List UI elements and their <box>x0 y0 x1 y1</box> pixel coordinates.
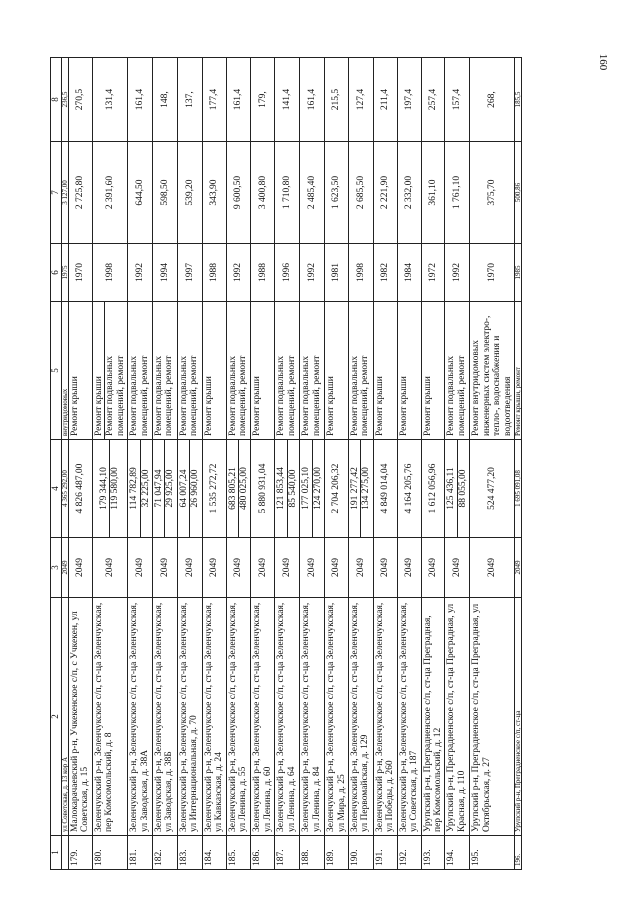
row-built-year: 1992 <box>445 244 470 302</box>
table-row <box>92 58 127 870</box>
table-row <box>251 58 275 870</box>
row-number: 181. <box>128 836 153 870</box>
table-row <box>348 58 373 870</box>
table-row <box>202 58 226 870</box>
column-header-1: 1 <box>51 836 62 870</box>
row-works <box>202 302 226 440</box>
row-sums <box>445 440 470 538</box>
table-row <box>68 58 92 870</box>
row-work-type: Ремонт подвальных помещений, ремонт <box>104 302 126 439</box>
register-table <box>50 57 522 870</box>
row-built-year: 1970 <box>470 244 515 302</box>
row-year: 2049 <box>251 538 275 598</box>
row-area: 2 485,40 <box>300 142 325 244</box>
row-sum-value: 71 047,94 <box>153 469 164 508</box>
row-work-type: Ремонт подвальных помещений, ремонт <box>153 355 175 436</box>
row-year: 2049 <box>373 538 397 598</box>
row-sum-value: 134 275,00 <box>360 440 371 537</box>
row-sum-value: 64 007,24 <box>178 469 189 508</box>
row-amount: 177,4 <box>202 58 226 142</box>
row-work-type: Ремонт подвальных помещений, ремонт <box>178 355 200 436</box>
partial-cell-8: 185,5 <box>515 58 522 142</box>
row-work-type: Ремонт крыши <box>93 376 104 436</box>
row-year: 2049 <box>300 538 325 598</box>
row-number: 179. <box>68 836 92 870</box>
row-sum-value: 1 535 272,72 <box>208 463 219 514</box>
row-built-year: 1984 <box>397 244 421 302</box>
row-sum-value: 1 612 056,96 <box>427 463 438 514</box>
partial-row-bottom <box>515 58 522 870</box>
row-address: Зеленчукский р-н, Зеленчукское с/п, ст-ца Зеленчукская, ул Ленина, д. 84 <box>300 598 325 836</box>
row-built-year: 1997 <box>177 244 202 302</box>
row-sums <box>177 440 202 538</box>
row-amount: 148, <box>152 58 177 142</box>
row-works <box>177 302 202 440</box>
row-works <box>421 302 445 440</box>
row-built-year: 1998 <box>92 244 127 302</box>
row-sum-value: 179 344,10 <box>98 467 109 510</box>
row-sums <box>470 440 515 538</box>
row-built-year: 1998 <box>348 244 373 302</box>
row-number: 182. <box>152 836 177 870</box>
row-sum-value: 683 805,21 <box>227 467 238 510</box>
row-sums <box>325 440 349 538</box>
row-area: 9 600,50 <box>226 142 251 244</box>
row-year: 2049 <box>128 538 153 598</box>
table-header <box>51 58 62 870</box>
row-built-year: 1992 <box>226 244 251 302</box>
column-header-4: 4 <box>51 440 62 538</box>
row-sum-value: 177 025,10 <box>301 467 312 510</box>
row-work-type: Ремонт подвальных помещений, ремонт <box>301 355 322 436</box>
row-sums <box>300 440 325 538</box>
partial-cell-1: 196. <box>515 836 522 870</box>
row-area: 361,10 <box>421 142 445 244</box>
row-work-type: Ремонт подвальных помещений, ремонт <box>129 355 150 436</box>
page-number: 160 <box>597 53 609 71</box>
row-amount: 161,4 <box>128 58 153 142</box>
row-amount: 131,4 <box>92 58 127 142</box>
row-address: Зеленчукский р-н, Зеленчукское с/п, ст-ца Зеленчукская, ул Победы, д. 260 <box>373 598 397 836</box>
row-area: 375,70 <box>470 142 515 244</box>
column-header-8: 8 <box>51 58 62 142</box>
row-works <box>300 302 325 440</box>
row-amount: 157,4 <box>445 58 470 142</box>
table-row <box>421 58 445 870</box>
partial-cell-2: ул Советская, д. 13 кор А <box>61 598 68 836</box>
row-sum-value: 191 277,42 <box>349 467 360 510</box>
row-amount: 179, <box>251 58 275 142</box>
table-row <box>152 58 177 870</box>
row-sums <box>348 440 373 538</box>
partial-cell-1 <box>61 836 68 870</box>
row-works <box>152 302 177 440</box>
row-address: Малокарачаевский р-н, Учкекенское с/п, с Учкекен, ул Советская, д. 15 <box>68 598 92 836</box>
row-address: Зеленчукский р-н, Зеленчукское с/п, ст-ца Зеленчукская, ул Ленина, д. 55 <box>226 598 251 836</box>
partial-cell-5: внутридомовых <box>61 302 68 440</box>
row-number: 180. <box>92 836 127 870</box>
row-work-type: Ремонт крыши <box>252 376 263 436</box>
row-area: 1 761,10 <box>445 142 470 244</box>
row-built-year: 1994 <box>152 244 177 302</box>
row-built-year: 1996 <box>275 244 300 302</box>
row-amount: 211,4 <box>373 58 397 142</box>
row-amount: 137, <box>177 58 202 142</box>
row-amount: 161,4 <box>300 58 325 142</box>
row-works <box>470 302 515 440</box>
row-number: 191. <box>373 836 397 870</box>
row-address: Зеленчукский р-н, Зеленчукское с/п, ст-ца Зеленчукская, пер Комсомольский, д. 8 <box>92 598 127 836</box>
row-area: 2 332,00 <box>397 142 421 244</box>
row-sum-value: 524 477,20 <box>486 467 497 510</box>
row-year: 2049 <box>445 538 470 598</box>
row-work-type: Ремонт подвальных помещений, ремонт <box>349 355 371 436</box>
row-address: Урупский р-н, Преградненское с/п, ст-ца Преградная, ул Октябрьская, д. 27 <box>470 598 515 836</box>
partial-cell-4: 4 365 292,00 <box>61 440 68 538</box>
row-address: Зеленчукский р-н, Зеленчукское с/п, ст-ца Зеленчукская, ул Ленина, д. 60 <box>251 598 275 836</box>
row-sum-value: 32 225,00 <box>140 440 151 537</box>
table-row <box>325 58 349 870</box>
row-works <box>92 302 127 440</box>
table-row <box>445 58 470 870</box>
row-address: Зеленчукский р-н, Зеленчукское с/п, ст-ца Зеленчукская, ул Заводская, д. 38А <box>128 598 153 836</box>
row-year: 2049 <box>202 538 226 598</box>
partial-cell-7: 500,86 <box>515 142 522 244</box>
row-built-year: 1992 <box>128 244 153 302</box>
row-built-year: 1992 <box>300 244 325 302</box>
row-number: 183. <box>177 836 202 870</box>
row-area: 2 391,60 <box>92 142 127 244</box>
row-year: 2049 <box>92 538 127 598</box>
row-sums <box>251 440 275 538</box>
column-header-2: 2 <box>51 598 62 836</box>
row-sum-value: 119 580,00 <box>109 440 120 537</box>
row-area: 3 400,80 <box>251 142 275 244</box>
row-year: 2049 <box>177 538 202 598</box>
row-address: Урупский р-н, Преградненское с/п, ст-ца Преградная, ул Красная, д. 110 <box>445 598 470 836</box>
table-row <box>397 58 421 870</box>
partial-row-top <box>61 58 68 870</box>
row-area: 598,50 <box>152 142 177 244</box>
row-year: 2049 <box>397 538 421 598</box>
row-address: Зеленчукский р-н, Зеленчукское с/п, ст-ца Зеленчукская, ул Интернациональная, д. 70 <box>177 598 202 836</box>
row-built-year: 1988 <box>202 244 226 302</box>
row-address: Урупский р-н, Преградненское с/п, ст-ца Преградная, пер Комсомольский, д. 12 <box>421 598 445 836</box>
row-works <box>325 302 349 440</box>
row-sums <box>421 440 445 538</box>
row-work-type: Ремонт крыши <box>326 376 337 436</box>
row-sums <box>275 440 300 538</box>
row-sums <box>373 440 397 538</box>
row-number: 184. <box>202 836 226 870</box>
row-number: 190. <box>348 836 373 870</box>
row-area: 2 221,90 <box>373 142 397 244</box>
row-works <box>128 302 153 440</box>
row-area: 1 623,50 <box>325 142 349 244</box>
row-year: 2049 <box>325 538 349 598</box>
column-header-3: 3 <box>51 538 62 598</box>
row-year: 2049 <box>226 538 251 598</box>
row-sums <box>128 440 153 538</box>
row-area: 2 725,80 <box>68 142 92 244</box>
row-amount: 161,4 <box>226 58 251 142</box>
row-built-year: 1972 <box>421 244 445 302</box>
row-sums <box>397 440 421 538</box>
row-amount: 141,4 <box>275 58 300 142</box>
row-year: 2049 <box>68 538 92 598</box>
row-works <box>348 302 373 440</box>
row-built-year: 1981 <box>325 244 349 302</box>
row-work-type: Ремонт крыши <box>422 376 433 436</box>
table-row <box>373 58 397 870</box>
row-number: 188. <box>300 836 325 870</box>
row-area: 1 710,80 <box>275 142 300 244</box>
table-row <box>470 58 515 870</box>
row-works <box>275 302 300 440</box>
row-address: Зеленчукский р-н, Зеленчукское с/п, ст-ца Зеленчукская, ул Ленина, д. 64 <box>275 598 300 836</box>
header-row <box>51 58 62 870</box>
row-built-year: 1982 <box>373 244 397 302</box>
row-amount: 270,5 <box>68 58 92 142</box>
row-address: Зеленчукский р-н, Зеленчукское с/п, ст-ца Зеленчукская, ул Первомайская, д. 129 <box>348 598 373 836</box>
row-sums <box>226 440 251 538</box>
row-works <box>226 302 251 440</box>
row-area: 343,90 <box>202 142 226 244</box>
row-amount: 127,4 <box>348 58 373 142</box>
row-year: 2049 <box>275 538 300 598</box>
row-works <box>373 302 397 440</box>
row-amount: 268, <box>470 58 515 142</box>
row-area: 539,20 <box>177 142 202 244</box>
row-works <box>445 302 470 440</box>
row-number: 189. <box>325 836 349 870</box>
row-sum-value: 124 270,00 <box>312 440 323 537</box>
table-row <box>226 58 251 870</box>
row-sum-value: 121 853,44 <box>276 467 287 510</box>
row-sum-value: 88 055,00 <box>457 440 468 537</box>
partial-cell-7: 3 127,00 <box>61 142 68 244</box>
table-row <box>300 58 325 870</box>
row-sums <box>68 440 92 538</box>
row-address: Зеленчукский р-н, Зеленчукское с/п, ст-ца Зеленчукская, ул Советская, д. 187 <box>397 598 421 836</box>
row-work-type: Ремонт подвальных помещений, ремонт <box>276 355 297 436</box>
rotated-table-container <box>50 58 582 870</box>
row-sums <box>202 440 226 538</box>
row-amount: 215,5 <box>325 58 349 142</box>
column-header-5: 5 <box>51 302 62 440</box>
table-row <box>275 58 300 870</box>
row-work-type: Ремонт подвальных помещений, ремонт <box>446 355 467 436</box>
row-year: 2049 <box>152 538 177 598</box>
row-sum-value: 85 540,00 <box>287 440 298 537</box>
row-year: 2049 <box>348 538 373 598</box>
row-number: 194. <box>445 836 470 870</box>
row-works <box>68 302 92 440</box>
column-header-6: 6 <box>51 244 62 302</box>
row-number: 195. <box>470 836 515 870</box>
row-number: 187. <box>275 836 300 870</box>
row-year: 2049 <box>470 538 515 598</box>
partial-cell-3: 2049 <box>515 538 522 598</box>
table-row <box>177 58 202 870</box>
row-work-type: Ремонт внутридомовых инженерных систем электро-, тепло-, водоснабжения и водоотведения <box>471 315 513 436</box>
row-sum-value: 4 849 014,04 <box>380 463 391 514</box>
row-sum-value: 2 704 206,32 <box>331 463 342 514</box>
column-header-7: 7 <box>51 142 62 244</box>
row-amount: 197,4 <box>397 58 421 142</box>
row-work-type: Ремонт крыши <box>69 376 80 436</box>
row-area: 644,50 <box>128 142 153 244</box>
partial-cell-2: Урупский р-н, Преградненское с/п, ст-ца <box>515 598 522 836</box>
row-amount: 257,4 <box>421 58 445 142</box>
row-number: 186. <box>251 836 275 870</box>
row-sum-value: 480 025,00 <box>238 440 249 537</box>
row-built-year: 1970 <box>68 244 92 302</box>
partial-cell-5: Ремонт крыши, ремонт <box>515 302 522 440</box>
row-address: Зеленчукский р-н, Зеленчукское с/п, ст-ца Зеленчукская, ул Кавказская, д. 24 <box>202 598 226 836</box>
row-work-type: Ремонт крыши <box>203 376 214 436</box>
row-work-type: Ремонт подвальных помещений, ремонт <box>227 355 249 436</box>
partial-cell-8: 236,5 <box>61 58 68 142</box>
row-year: 2049 <box>421 538 445 598</box>
partial-cell-6: 1985 <box>515 244 522 302</box>
row-sum-value: 5 880 931,04 <box>257 463 268 514</box>
row-area: 2 685,50 <box>348 142 373 244</box>
row-sum-value: 114 782,89 <box>129 467 140 510</box>
row-sum-value: 26 960,00 <box>189 440 200 537</box>
row-number: 185. <box>226 836 251 870</box>
partial-cell-3: 2049 <box>61 538 68 598</box>
row-sum-value: 4 826 487,00 <box>75 463 86 514</box>
row-sums <box>152 440 177 538</box>
row-number: 193. <box>421 836 445 870</box>
row-sum-value: 29 925,00 <box>164 440 175 537</box>
row-sum-value: 125 436,11 <box>446 467 457 510</box>
row-work-type: Ремонт крыши <box>398 376 409 436</box>
row-address: Зеленчукский р-н, Зеленчукское с/п, ст-ца Зеленчукская, ул Заводская, д. 38Б <box>152 598 177 836</box>
partial-cell-6: 1975 <box>61 244 68 302</box>
row-address: Зеленчукский р-н, Зеленчукское с/п, ст-ца Зеленчукская, ул Мира, д. 25 <box>325 598 349 836</box>
row-built-year: 1988 <box>251 244 275 302</box>
row-work-type: Ремонт крыши <box>374 376 385 436</box>
table-row <box>128 58 153 870</box>
row-works <box>397 302 421 440</box>
table-body <box>61 58 521 870</box>
row-sum-value: 4 164 205,76 <box>403 463 414 514</box>
partial-cell-4: 1 695 091,08 <box>515 440 522 538</box>
row-sums <box>92 440 127 538</box>
row-number: 192. <box>397 836 421 870</box>
row-works <box>251 302 275 440</box>
